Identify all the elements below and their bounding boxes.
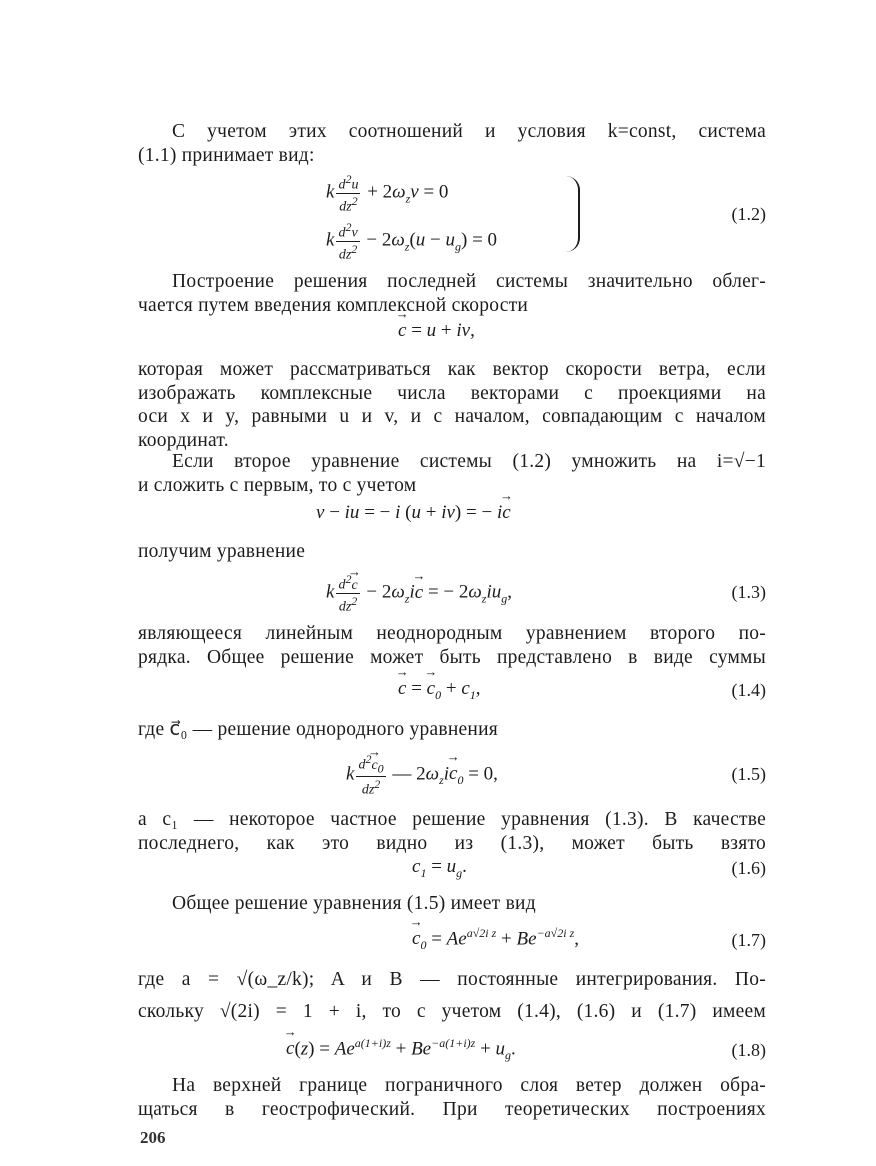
equation-1-7: → $c_0 = Ae^{a√2i z} + Be^{-a√2i z}$, bbox=[412, 926, 579, 953]
equation-1-8: → $c(z) = Ae^{a(1+i)z} + Be^{-a(1+i)z} + u_g$. bbox=[286, 1036, 516, 1063]
equation-1-6: $c_1 = u_g$. bbox=[412, 856, 467, 880]
text-line: которая может рассматриваться как вектор скорости ветра, если bbox=[138, 359, 766, 380]
paragraph-1 bbox=[138, 120, 766, 167]
text-line: оси x и y, равными u и v, и с началом, совпадающим с началом bbox=[138, 406, 766, 428]
paragraph-3 bbox=[138, 358, 766, 452]
text-line: изображать комплексные числа векторами с проекциями на bbox=[138, 382, 766, 404]
text-line: скольку √(2i) = 1 + i, то с учетом (1.4), (1.6) и (1.7) имеем bbox=[138, 1001, 766, 1022]
text-line: щаться в геострофический. При теоретических построениях bbox=[138, 1098, 766, 1120]
text-line: чается путем введения комплексной скорости bbox=[138, 294, 529, 316]
text-line: Если второе уравнение системы (1.2) умножить на i=√−1 bbox=[172, 451, 766, 472]
paragraph-5: получим уравнение bbox=[138, 541, 306, 562]
equation-number: (1.4) bbox=[731, 680, 766, 700]
paragraph-6 bbox=[138, 622, 766, 669]
text-line: а c₁ — некоторое частное решение уравнения (1.3). В качестве bbox=[138, 809, 766, 830]
equation-number: (1.7) bbox=[731, 930, 766, 950]
paragraph-9: Общее решение уравнения (1.5) имеет вид bbox=[172, 893, 536, 914]
equation-number: (1.2) bbox=[731, 204, 766, 224]
equation-system-brace bbox=[566, 176, 580, 252]
equation-1-5: k $\frac{d^2\to c_0}{dz^2}$ — $2\omega_zi\to c_0 = 0$, bbox=[346, 752, 498, 798]
equation-number: (1.5) bbox=[731, 764, 766, 784]
equation-1-2-line-2: k $\frac{d^2v}{dz^2}$ − $2\omega_z(u - u_g) = 0$ bbox=[326, 220, 498, 263]
text-line: являющееся линейным неоднородным уравнением второго по- bbox=[138, 623, 766, 644]
paragraph-10 bbox=[138, 964, 766, 1028]
text-line: Построение решения последней системы значительно облег- bbox=[172, 271, 766, 292]
paragraph-11 bbox=[138, 1074, 766, 1121]
text-line: координат. bbox=[138, 429, 229, 451]
equation-number: (1.8) bbox=[731, 1040, 766, 1060]
equation-complex-velocity: → c = u + iv, bbox=[398, 320, 475, 342]
paragraph-7: где c⃗₀ — решение однородного уравнения bbox=[138, 719, 498, 740]
text-line: и сложить с первым, то с учетом bbox=[138, 474, 417, 496]
equation-number: (1.3) bbox=[731, 582, 766, 602]
equation-v-iu: v − iu = − i (u + iv) = − i→ c bbox=[316, 502, 511, 524]
text-line: рядка. Общее решение может быть представлено в виде суммы bbox=[138, 646, 766, 668]
text-line: С учетом этих соотношений и условия k=const, система bbox=[172, 121, 766, 142]
equation-1-4: → c = → $c_0 + c_1$, bbox=[398, 678, 481, 703]
text-line: последнего, как это видно из (1.3), может быть взято bbox=[138, 832, 766, 854]
text-line: На верхней границе пограничного слоя ветер должен обра- bbox=[172, 1075, 766, 1096]
page-number: 206 bbox=[140, 1128, 166, 1147]
equation-number: (1.6) bbox=[731, 858, 766, 878]
paragraph-4 bbox=[138, 450, 766, 497]
paragraph-8 bbox=[138, 808, 766, 855]
equation-1-3: k $\frac{d^2\to c}{dz^2}$ − $2\omega_zi\to c$ = − $2\omega_ziu_g$, bbox=[326, 572, 512, 614]
equation-1-2-line-1: k $\frac{d^2u}{dz^2}$ + $2\omega_zv = 0$ bbox=[326, 172, 449, 215]
paragraph-2 bbox=[138, 270, 766, 317]
text-line: (1.1) принимает вид: bbox=[138, 144, 315, 166]
text-line: где a = √(ω_z/k); A и B — постоянные интегрирования. По- bbox=[138, 969, 766, 990]
